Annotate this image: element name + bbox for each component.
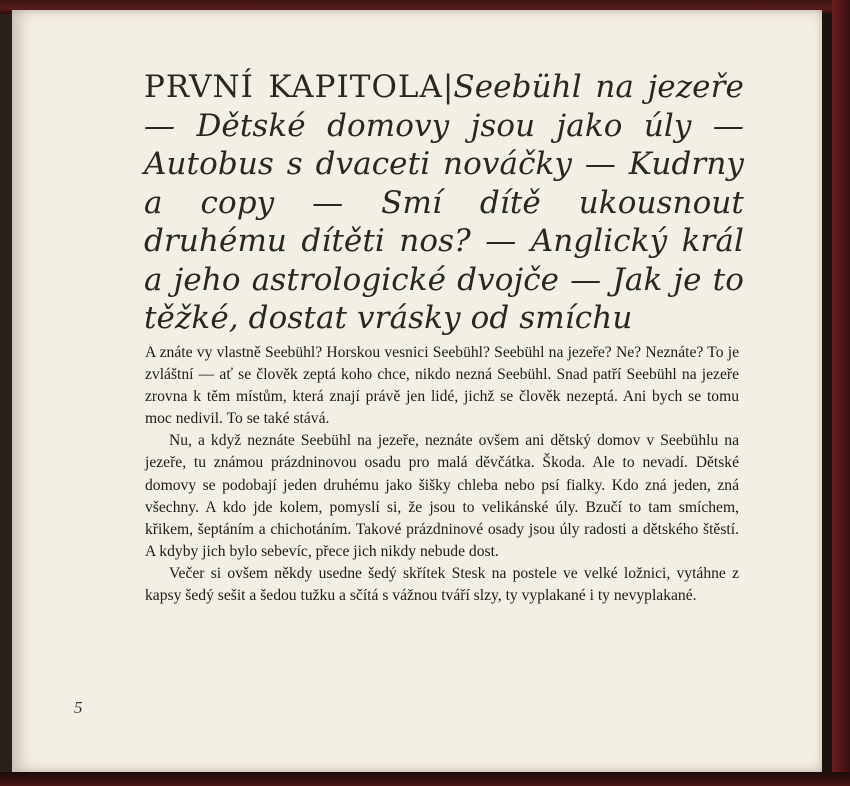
page-number: 5 [74, 698, 83, 717]
chapter-body [145, 342, 739, 607]
book-cover-edge-bottom [0, 772, 850, 786]
paragraph: A znáte vy vlastně Seebühl? Horskou vesnici Seebühl? Seebühl na jezeře? Ne? Neznáte? To je zvláštní — ať se člověk zeptá koho chce, nikdo nezná Seebühl. Snad patří Seebühl na jezeře zrovna k těm místům, která znají právě jen lidé, jichž se člověk nezeptá. Ani bych se tomu moc nedivil. To se také stává. [145, 344, 739, 428]
chapter-heading [144, 68, 744, 338]
paragraph: Večer si ovšem někdy usedne šedý skřítek Stesk na postele ve velké ložnici, vytáhne z kapsy šedý sešit a šedou tužku a sčítá s vážnou tváří slzy, ty vyplakané i ty nevyplakané. [145, 564, 739, 605]
book-cover-edge-right [832, 0, 850, 786]
chapter-separator: | [442, 69, 454, 105]
chapter-subtitle: Seebühl na jezeře — Dětské domovy jsou jako úly — Autobus s dvaceti nováčky — Kudrny a copy — Smí dítě ukousnout druhému dítěti nos? — Anglický král a jeho astrologické dvojče — Jak je to těžké, dostat vrásky od smíchu [144, 69, 744, 336]
chapter-title: PRVNÍ KAPITOLA [144, 69, 443, 105]
book-page [12, 10, 822, 772]
paragraph: Nu, a když neznáte Seebühl na jezeře, neznáte ovšem ani dětský domov v Seebühlu na jezeře, tu známou prázdninovou osadu pro malá děvčátka. Škoda. Ale to nevadí. Dětské domovy se podobají jeden druhému jako šišky chleba nebo psí fialky. Kdo zná jeden, zná všechny. A kdo jde kolem, pomyslí si, že jsou to velikánské úly. Bzučí to tam smíchem, křikem, šeptáním a chichotáním. Takové prázdninové osady jsou úly radosti a dětského štěstí. A kdyby jich bylo sebevíc, přece jich nikdy nebude dost. [145, 432, 739, 560]
